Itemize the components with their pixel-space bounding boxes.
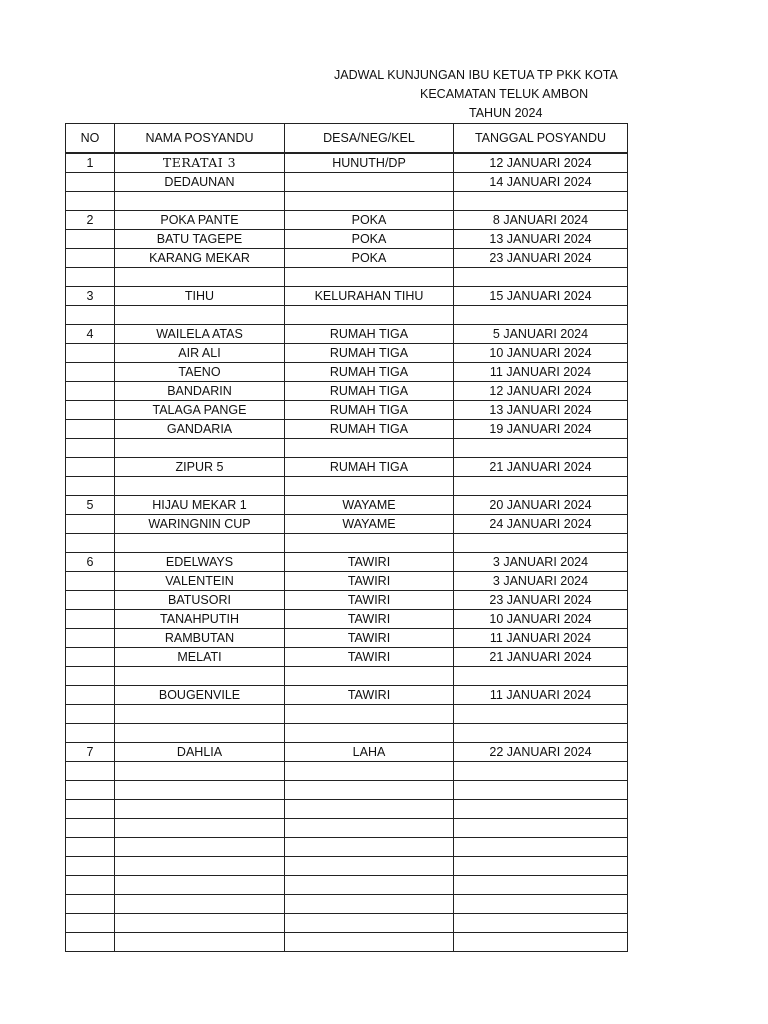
cell-nama-posyandu bbox=[115, 857, 285, 876]
cell-no bbox=[66, 686, 115, 705]
cell-nama-posyandu bbox=[115, 192, 285, 211]
table-row bbox=[66, 629, 628, 648]
cell-desa bbox=[285, 762, 454, 781]
table-row bbox=[66, 686, 628, 705]
cell-nama-posyandu bbox=[115, 439, 285, 458]
table-row bbox=[66, 819, 628, 838]
column-header-no: NO bbox=[66, 124, 115, 154]
cell-tanggal: 5 JANUARI 2024 bbox=[454, 325, 628, 344]
cell-tanggal bbox=[454, 705, 628, 724]
cell-desa: TAWIRI bbox=[285, 686, 454, 705]
cell-no bbox=[66, 344, 115, 363]
cell-no bbox=[66, 572, 115, 591]
schedule-table-header bbox=[66, 124, 628, 154]
cell-desa: KELURAHAN TIHU bbox=[285, 287, 454, 306]
cell-nama-posyandu: BATU TAGEPE bbox=[115, 230, 285, 249]
cell-nama-posyandu: DAHLIA bbox=[115, 743, 285, 762]
cell-tanggal: 13 JANUARI 2024 bbox=[454, 230, 628, 249]
cell-nama-posyandu bbox=[115, 477, 285, 496]
table-row bbox=[66, 553, 628, 572]
cell-no bbox=[66, 876, 115, 895]
cell-no bbox=[66, 439, 115, 458]
table-row bbox=[66, 420, 628, 439]
cell-desa: POKA bbox=[285, 211, 454, 230]
table-row bbox=[66, 173, 628, 192]
table-row bbox=[66, 153, 628, 173]
table-row bbox=[66, 781, 628, 800]
cell-desa bbox=[285, 534, 454, 553]
cell-tanggal: 11 JANUARI 2024 bbox=[454, 629, 628, 648]
table-row bbox=[66, 648, 628, 667]
cell-tanggal bbox=[454, 192, 628, 211]
table-row bbox=[66, 743, 628, 762]
cell-desa: RUMAH TIGA bbox=[285, 344, 454, 363]
cell-no bbox=[66, 173, 115, 192]
cell-nama-posyandu bbox=[115, 724, 285, 743]
cell-desa: TAWIRI bbox=[285, 610, 454, 629]
cell-tanggal: 23 JANUARI 2024 bbox=[454, 249, 628, 268]
cell-no: 2 bbox=[66, 211, 115, 230]
table-row bbox=[66, 306, 628, 325]
cell-nama-posyandu bbox=[115, 534, 285, 553]
cell-tanggal: 8 JANUARI 2024 bbox=[454, 211, 628, 230]
cell-desa bbox=[285, 914, 454, 933]
cell-no bbox=[66, 857, 115, 876]
cell-tanggal bbox=[454, 781, 628, 800]
table-row bbox=[66, 762, 628, 781]
cell-tanggal: 24 JANUARI 2024 bbox=[454, 515, 628, 534]
cell-nama-posyandu: WAILELA ATAS bbox=[115, 325, 285, 344]
cell-desa bbox=[285, 781, 454, 800]
cell-nama-posyandu bbox=[115, 800, 285, 819]
cell-tanggal bbox=[454, 800, 628, 819]
schedule-table-body bbox=[66, 153, 628, 952]
cell-desa: WAYAME bbox=[285, 496, 454, 515]
table-row bbox=[66, 363, 628, 382]
cell-no bbox=[66, 230, 115, 249]
cell-nama-posyandu: BATUSORI bbox=[115, 591, 285, 610]
table-row bbox=[66, 287, 628, 306]
cell-no bbox=[66, 648, 115, 667]
cell-nama-posyandu: EDELWAYS bbox=[115, 553, 285, 572]
cell-no bbox=[66, 192, 115, 211]
cell-no bbox=[66, 800, 115, 819]
cell-nama-posyandu: HIJAU MEKAR 1 bbox=[115, 496, 285, 515]
cell-nama-posyandu: GANDARIA bbox=[115, 420, 285, 439]
cell-tanggal: 14 JANUARI 2024 bbox=[454, 173, 628, 192]
table-row bbox=[66, 591, 628, 610]
cell-tanggal: 23 JANUARI 2024 bbox=[454, 591, 628, 610]
column-header-tanggal: TANGGAL POSYANDU bbox=[454, 124, 628, 154]
cell-desa: POKA bbox=[285, 230, 454, 249]
cell-no bbox=[66, 705, 115, 724]
table-row bbox=[66, 477, 628, 496]
cell-nama-posyandu bbox=[115, 876, 285, 895]
cell-tanggal bbox=[454, 439, 628, 458]
cell-tanggal bbox=[454, 268, 628, 287]
cell-nama-posyandu: POKA PANTE bbox=[115, 211, 285, 230]
cell-desa: RUMAH TIGA bbox=[285, 363, 454, 382]
cell-desa bbox=[285, 192, 454, 211]
cell-tanggal bbox=[454, 857, 628, 876]
table-row bbox=[66, 515, 628, 534]
cell-desa: LAHA bbox=[285, 743, 454, 762]
cell-desa bbox=[285, 173, 454, 192]
cell-desa: TAWIRI bbox=[285, 572, 454, 591]
table-row bbox=[66, 534, 628, 553]
table-row bbox=[66, 895, 628, 914]
table-row bbox=[66, 344, 628, 363]
cell-nama-posyandu: ZIPUR 5 bbox=[115, 458, 285, 477]
cell-desa: TAWIRI bbox=[285, 591, 454, 610]
cell-tanggal bbox=[454, 895, 628, 914]
table-row bbox=[66, 667, 628, 686]
table-row bbox=[66, 325, 628, 344]
cell-no bbox=[66, 781, 115, 800]
table-row bbox=[66, 876, 628, 895]
table-row bbox=[66, 496, 628, 515]
cell-tanggal: 21 JANUARI 2024 bbox=[454, 648, 628, 667]
table-row bbox=[66, 914, 628, 933]
cell-nama-posyandu bbox=[115, 781, 285, 800]
cell-no bbox=[66, 249, 115, 268]
cell-tanggal bbox=[454, 306, 628, 325]
cell-nama-posyandu: BOUGENVILE bbox=[115, 686, 285, 705]
cell-tanggal bbox=[454, 724, 628, 743]
cell-nama-posyandu bbox=[115, 667, 285, 686]
cell-tanggal bbox=[454, 762, 628, 781]
cell-desa: RUMAH TIGA bbox=[285, 401, 454, 420]
cell-tanggal: 3 JANUARI 2024 bbox=[454, 553, 628, 572]
cell-nama-posyandu: WARINGNIN CUP bbox=[115, 515, 285, 534]
column-header-nama-posyandu: NAMA POSYANDU bbox=[115, 124, 285, 154]
cell-no: 5 bbox=[66, 496, 115, 515]
cell-tanggal bbox=[454, 876, 628, 895]
table-row bbox=[66, 610, 628, 629]
cell-no: 1 bbox=[66, 153, 115, 173]
cell-tanggal: 22 JANUARI 2024 bbox=[454, 743, 628, 762]
table-row bbox=[66, 192, 628, 211]
table-row bbox=[66, 401, 628, 420]
cell-tanggal: 11 JANUARI 2024 bbox=[454, 363, 628, 382]
cell-no bbox=[66, 933, 115, 952]
cell-nama-posyandu bbox=[115, 895, 285, 914]
document-subtitle-year: TAHUN 2024 bbox=[469, 106, 543, 120]
cell-tanggal: 10 JANUARI 2024 bbox=[454, 610, 628, 629]
cell-no bbox=[66, 591, 115, 610]
cell-desa bbox=[285, 705, 454, 724]
table-row bbox=[66, 211, 628, 230]
document-subtitle-district: KECAMATAN TELUK AMBON bbox=[420, 87, 589, 101]
cell-nama-posyandu bbox=[115, 819, 285, 838]
cell-no bbox=[66, 819, 115, 838]
table-row bbox=[66, 382, 628, 401]
cell-tanggal bbox=[454, 819, 628, 838]
cell-tanggal: 15 JANUARI 2024 bbox=[454, 287, 628, 306]
cell-tanggal: 13 JANUARI 2024 bbox=[454, 401, 628, 420]
cell-tanggal bbox=[454, 914, 628, 933]
table-row bbox=[66, 249, 628, 268]
cell-tanggal: 12 JANUARI 2024 bbox=[454, 382, 628, 401]
table-row bbox=[66, 439, 628, 458]
cell-no: 7 bbox=[66, 743, 115, 762]
cell-tanggal bbox=[454, 933, 628, 952]
cell-tanggal: 20 JANUARI 2024 bbox=[454, 496, 628, 515]
schedule-table bbox=[65, 123, 628, 952]
cell-desa bbox=[285, 895, 454, 914]
cell-desa bbox=[285, 439, 454, 458]
cell-nama-posyandu bbox=[115, 268, 285, 287]
cell-no bbox=[66, 458, 115, 477]
cell-desa bbox=[285, 933, 454, 952]
cell-desa: WAYAME bbox=[285, 515, 454, 534]
cell-nama-posyandu: BANDARIN bbox=[115, 382, 285, 401]
cell-desa bbox=[285, 268, 454, 287]
cell-desa: HUNUTH/DP bbox=[285, 153, 454, 173]
cell-no: 4 bbox=[66, 325, 115, 344]
cell-nama-posyandu: DEDAUNAN bbox=[115, 173, 285, 192]
cell-no bbox=[66, 268, 115, 287]
cell-desa: RUMAH TIGA bbox=[285, 382, 454, 401]
cell-tanggal bbox=[454, 534, 628, 553]
column-header-desa: DESA/NEG/KEL bbox=[285, 124, 454, 154]
cell-nama-posyandu: RAMBUTAN bbox=[115, 629, 285, 648]
cell-desa: RUMAH TIGA bbox=[285, 325, 454, 344]
cell-nama-posyandu: TALAGA PANGE bbox=[115, 401, 285, 420]
document-title: JADWAL KUNJUNGAN IBU KETUA TP PKK KOTA bbox=[334, 68, 618, 82]
cell-no bbox=[66, 515, 115, 534]
cell-no bbox=[66, 363, 115, 382]
table-row bbox=[66, 230, 628, 249]
cell-nama-posyandu: AIR ALI bbox=[115, 344, 285, 363]
table-row bbox=[66, 857, 628, 876]
cell-desa bbox=[285, 667, 454, 686]
cell-no bbox=[66, 534, 115, 553]
cell-nama-posyandu: KARANG MEKAR bbox=[115, 249, 285, 268]
cell-nama-posyandu: VALENTEIN bbox=[115, 572, 285, 591]
cell-tanggal bbox=[454, 838, 628, 857]
cell-desa bbox=[285, 477, 454, 496]
cell-nama-posyandu: MELATI bbox=[115, 648, 285, 667]
cell-desa: TAWIRI bbox=[285, 553, 454, 572]
cell-no bbox=[66, 667, 115, 686]
cell-no bbox=[66, 477, 115, 496]
cell-desa: TAWIRI bbox=[285, 629, 454, 648]
header-row bbox=[66, 124, 628, 154]
table-row bbox=[66, 933, 628, 952]
table-row bbox=[66, 724, 628, 743]
cell-no bbox=[66, 914, 115, 933]
cell-no bbox=[66, 762, 115, 781]
cell-no bbox=[66, 420, 115, 439]
cell-nama-posyandu: TANAHPUTIH bbox=[115, 610, 285, 629]
cell-desa: TAWIRI bbox=[285, 648, 454, 667]
cell-desa bbox=[285, 724, 454, 743]
table-row bbox=[66, 268, 628, 287]
cell-tanggal: 19 JANUARI 2024 bbox=[454, 420, 628, 439]
cell-tanggal bbox=[454, 667, 628, 686]
cell-desa bbox=[285, 857, 454, 876]
table-row bbox=[66, 800, 628, 819]
cell-nama-posyandu bbox=[115, 705, 285, 724]
table-row bbox=[66, 705, 628, 724]
cell-no: 6 bbox=[66, 553, 115, 572]
cell-nama-posyandu bbox=[115, 762, 285, 781]
cell-desa: RUMAH TIGA bbox=[285, 458, 454, 477]
cell-nama-posyandu: TIHU bbox=[115, 287, 285, 306]
table-row bbox=[66, 838, 628, 857]
cell-desa bbox=[285, 876, 454, 895]
cell-tanggal: 3 JANUARI 2024 bbox=[454, 572, 628, 591]
cell-desa bbox=[285, 838, 454, 857]
table-row bbox=[66, 458, 628, 477]
cell-no bbox=[66, 401, 115, 420]
cell-desa bbox=[285, 800, 454, 819]
cell-desa: POKA bbox=[285, 249, 454, 268]
cell-tanggal: 10 JANUARI 2024 bbox=[454, 344, 628, 363]
cell-desa bbox=[285, 819, 454, 838]
cell-no: 3 bbox=[66, 287, 115, 306]
cell-no bbox=[66, 382, 115, 401]
cell-no bbox=[66, 610, 115, 629]
cell-nama-posyandu bbox=[115, 838, 285, 857]
table-row bbox=[66, 572, 628, 591]
cell-nama-posyandu: TAENO bbox=[115, 363, 285, 382]
cell-no bbox=[66, 306, 115, 325]
cell-tanggal: 21 JANUARI 2024 bbox=[454, 458, 628, 477]
cell-no bbox=[66, 895, 115, 914]
cell-nama-posyandu bbox=[115, 914, 285, 933]
cell-desa bbox=[285, 306, 454, 325]
cell-tanggal bbox=[454, 477, 628, 496]
cell-nama-posyandu bbox=[115, 933, 285, 952]
cell-no bbox=[66, 838, 115, 857]
cell-desa: RUMAH TIGA bbox=[285, 420, 454, 439]
cell-tanggal: 11 JANUARI 2024 bbox=[454, 686, 628, 705]
cell-nama-posyandu bbox=[115, 306, 285, 325]
cell-tanggal: 12 JANUARI 2024 bbox=[454, 153, 628, 173]
cell-no bbox=[66, 724, 115, 743]
cell-no bbox=[66, 629, 115, 648]
cell-nama-posyandu: TERATAI 3 bbox=[115, 153, 285, 173]
